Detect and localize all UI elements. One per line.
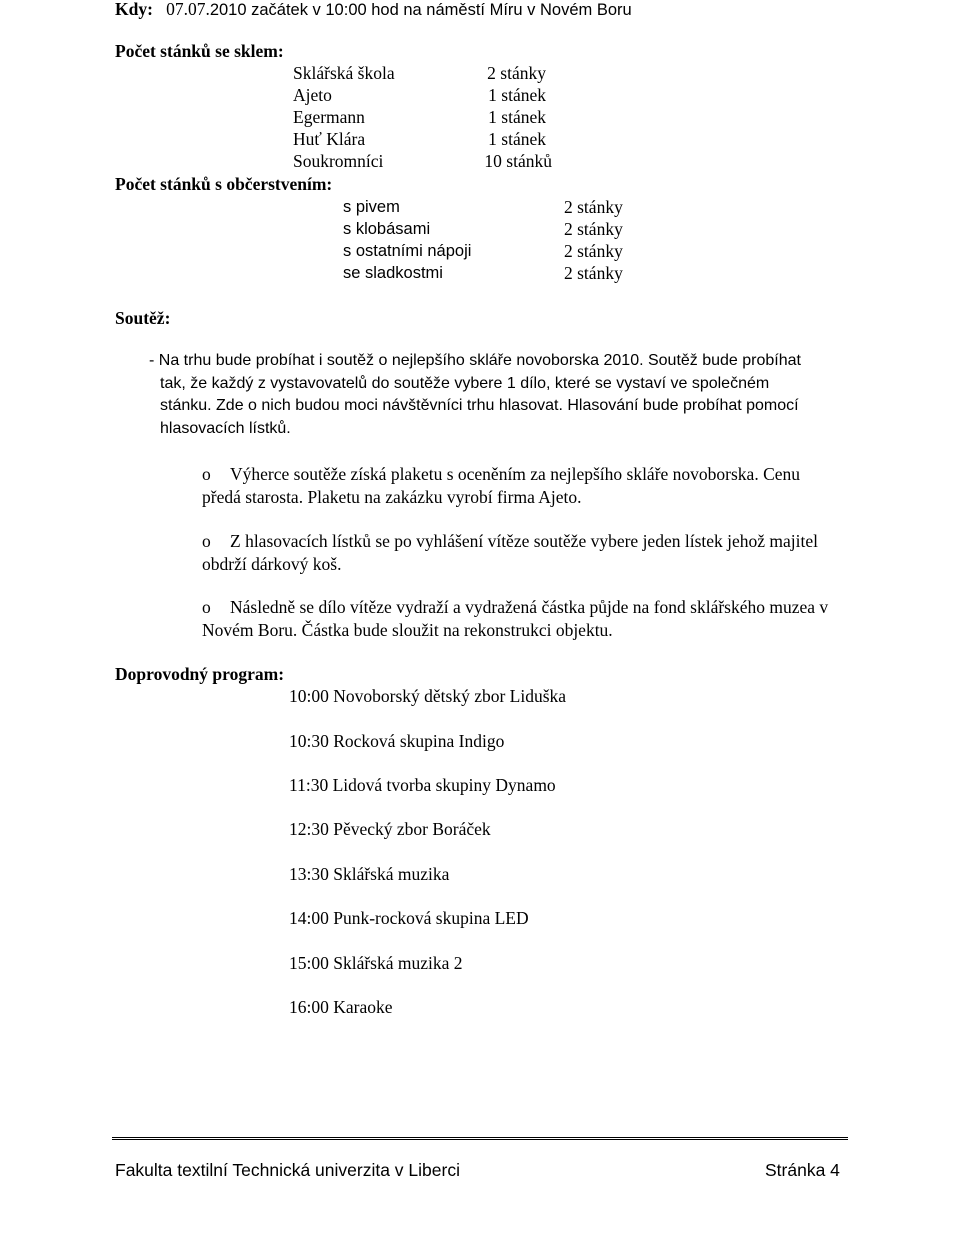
glass-stall-name: Huť Klára: [293, 129, 366, 149]
bullet-marker: o: [202, 597, 211, 617]
bullet-marker: o: [202, 531, 211, 551]
glass-stall-name: Egermann: [293, 107, 365, 127]
footer-right: Stránka 4: [765, 1160, 840, 1180]
refreshment-stall-count: 2 stánky: [564, 263, 623, 283]
glass-stall-name: Soukromníci: [293, 151, 384, 171]
program-item: 15:00 Sklářská muzika 2: [289, 953, 463, 973]
program-item: 13:30 Sklářská muzika: [289, 864, 450, 884]
refreshment-stall-name: s pivem: [343, 198, 400, 216]
when-label: Kdy:: [115, 0, 153, 19]
footer-left: Fakulta textilní Technická univerzita v Liberci: [115, 1160, 460, 1180]
program-heading: Doprovodný program:: [115, 664, 285, 684]
program-item: 12:30 Pěvecký zbor Boráček: [289, 819, 491, 839]
glass-stall-count: 1 stánek: [488, 107, 546, 127]
program-item: 11:30 Lidová tvorba skupiny Dynamo: [289, 775, 556, 795]
contest-heading: Soutěž:: [115, 308, 171, 328]
refreshment-stall-name: s ostatními nápoji: [343, 242, 472, 260]
glass-stall-name: Ajeto: [293, 85, 332, 105]
refreshment-stall-count: 2 stánky: [564, 241, 623, 261]
refreshment-stall-name: s klobásami: [343, 220, 431, 238]
refreshment-stalls-heading: Počet stánků s občerstvením:: [115, 174, 333, 194]
program-item: 10:30 Rocková skupina Indigo: [289, 731, 505, 751]
glass-stall-count: 1 stánek: [488, 85, 546, 105]
when-line: [115, 0, 632, 21]
when-details: 2010 začátek v 10:00 hod na náměstí Míru v Novém Boru: [209, 1, 632, 19]
program-item: 10:00 Novoborský dětský zbor Liduška: [289, 686, 567, 706]
contest-bullet: Následně se dílo vítěze vydraží a vydražená částka půjde na fond sklářského muzea v Novém Boru. Částka bude sloužit na rekonstrukci objektu.: [202, 597, 829, 640]
glass-stall-count: 10 stánků: [484, 151, 552, 171]
glass-stall-name: Sklářská škola: [293, 63, 395, 83]
refreshment-stall-count: 2 stánky: [564, 197, 623, 217]
glass-stall-count: 1 stánek: [488, 129, 546, 149]
when-date: 07.07.: [166, 0, 210, 19]
program-item: 14:00 Punk-rocková skupina LED: [289, 908, 529, 928]
contest-bullet: Z hlasovacích lístků se po vyhlášení vítěze soutěže vybere jeden lístek jehož majitel obdrží dárkový koš.: [202, 531, 819, 574]
contest-paragraph: - Na trhu bude probíhat i soutěž o nejlepšího skláře novoborska 2010. Soutěž bude probíhat tak, že každý z vystavovatelů do soutěže vybere 1 dílo, které se vystaví ve společném stánku. Zde o nich budou moci návštěvníci trhu hlasovat. Hlasování bude probíhat pomocí hlasovacích lístků.: [149, 352, 801, 437]
refreshment-stall-name: se sladkostmi: [343, 264, 443, 282]
program-item: 16:00 Karaoke: [289, 997, 393, 1017]
glass-stall-count: 2 stánky: [487, 63, 546, 83]
refreshment-stall-count: 2 stánky: [564, 219, 623, 239]
footer-divider: [112, 1137, 848, 1140]
contest-bullet: Výherce soutěže získá plaketu s oceněním za nejlepšího skláře novoborska. Cenu předá starosta. Plaketu na zakázku vyrobí firma Ajeto.: [202, 464, 801, 507]
glass-stalls-heading: Počet stánků se sklem:: [115, 41, 284, 61]
bullet-marker: o: [202, 464, 211, 484]
